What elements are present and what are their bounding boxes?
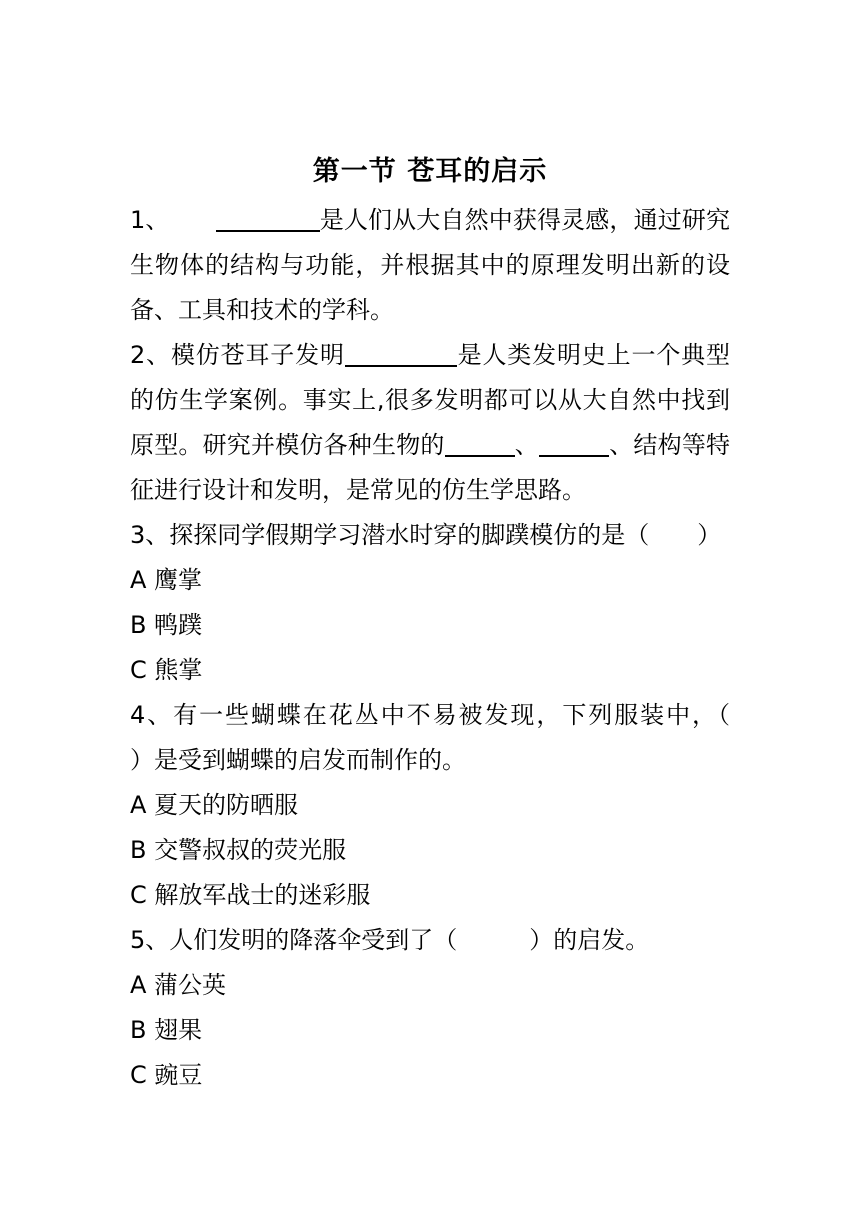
question-4-option-a: A 夏天的防晒服 bbox=[130, 791, 299, 819]
question-2-suffix: 、结构等特征进行设计和发明，是常见的仿生学思路。 bbox=[130, 431, 731, 504]
question-5-option-c: C 豌豆 bbox=[130, 1061, 203, 1089]
answer-blank[interactable] bbox=[216, 200, 320, 232]
answer-blank[interactable] bbox=[539, 425, 609, 457]
question-3: 3、探探同学假期学习潜水时穿的脚蹼模仿的是（ ） bbox=[130, 521, 722, 549]
question-2-separator: 、 bbox=[514, 431, 540, 459]
question-2-mid: 是人类发明史上一个典型的仿生学案例。事实上,很多发明都可以从大自然中找到原型。研究并模仿各种生物的 bbox=[130, 341, 730, 459]
question-2-prefix: 2、模仿苍耳子发明 bbox=[130, 341, 345, 369]
question-3-option-c: C 熊掌 bbox=[130, 656, 203, 684]
question-4: 4、有一些蝴蝶在花丛中不易被发现，下列服装中，（ ）是受到蝴蝶的启发而制作的。 bbox=[130, 701, 802, 774]
question-3-option-a: A 鹰掌 bbox=[130, 566, 203, 594]
answer-blank[interactable] bbox=[445, 425, 515, 457]
question-1-text: 是人们从大自然中获得灵感，通过研究生物体的结构与功能，并根据其中的原理发明出新的设备、工具和技术的学科。 bbox=[130, 206, 730, 324]
page-title: 第一节 苍耳的启示 bbox=[312, 156, 548, 187]
question-2 bbox=[130, 333, 730, 513]
question-5-option-b: B 翅果 bbox=[130, 1016, 203, 1044]
question-list bbox=[130, 198, 802, 1098]
question-5-option-a: A 蒲公英 bbox=[130, 971, 227, 999]
question-1 bbox=[130, 198, 730, 333]
question-5: 5、人们发明的降落伞受到了（ ）的启发。 bbox=[130, 926, 650, 954]
question-4-option-b: B 交警叔叔的荧光服 bbox=[130, 836, 347, 864]
question-3-option-b: B 鸭蹼 bbox=[130, 611, 203, 639]
question-4-option-c: C 解放军战士的迷彩服 bbox=[130, 881, 371, 909]
answer-blank[interactable] bbox=[345, 335, 457, 367]
question-1-number: 1、 bbox=[130, 206, 170, 234]
